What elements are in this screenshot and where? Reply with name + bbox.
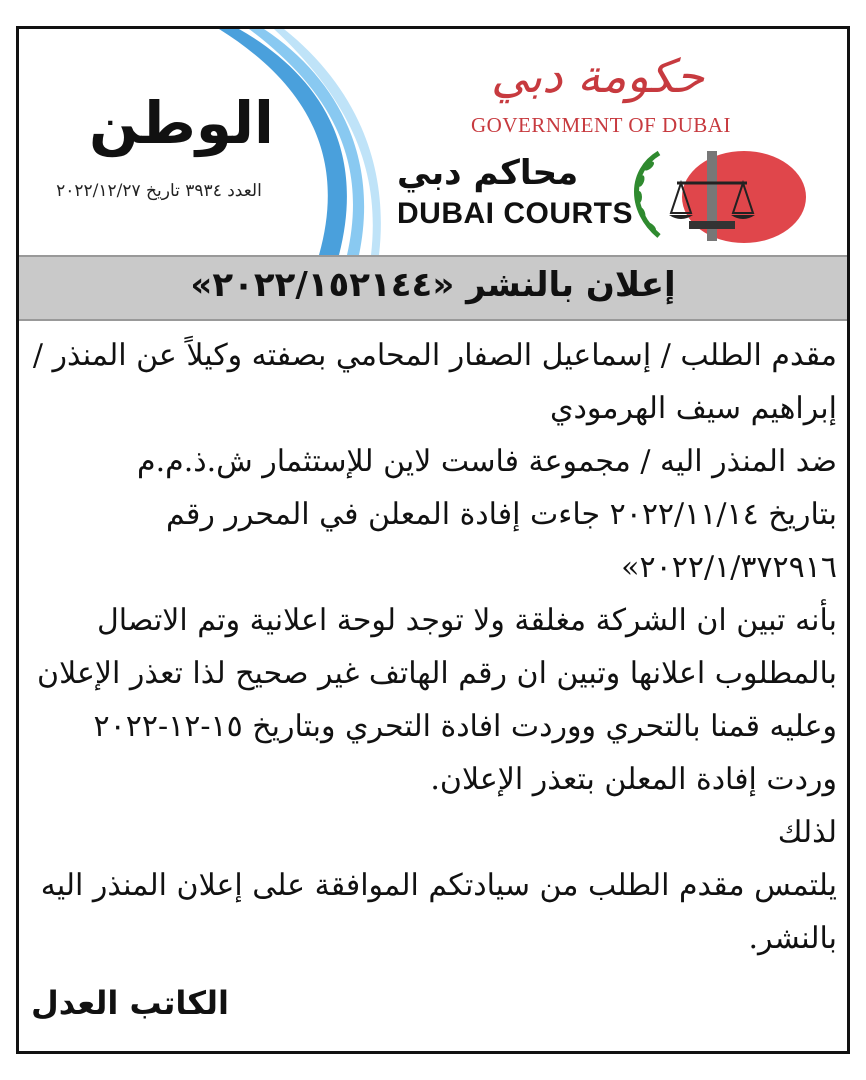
paragraph-applicant: مقدم الطلب / إسماعيل الصفار المحامي بصفته وكيلاً عن المنذر / إبراهيم سيف الهرمودي	[32, 338, 837, 426]
signature: الكاتب العدل	[31, 984, 229, 1022]
header	[19, 29, 847, 255]
paragraph-date: بتاريخ ٢٠٢٢/١١/١٤ جاءت إفادة المعلن في المحرر رقم ٢٠٢٢/١/٣٧٢٩١٦»	[166, 497, 837, 585]
newspaper-issue: العدد ٣٩٣٤ تاريخ ٢٠٢٢/١٢/٢٧	[56, 181, 262, 201]
notice-frame	[16, 26, 850, 1054]
notice-title-bar	[19, 255, 847, 321]
notice-body	[27, 329, 837, 965]
paragraph-therefore: لذلك	[777, 815, 837, 850]
paragraph-request: يلتمس مقدم الطلب من سيادتكم الموافقة على إعلان المنذر اليه بالنشر.	[40, 868, 837, 956]
newspaper-logo: الوطن	[89, 89, 274, 157]
dubai-courts-emblem-icon	[619, 141, 809, 251]
notice-title: إعلان بالنشر «٢٠٢٢/١٥٢١٤٤»	[190, 265, 676, 305]
courts-name-arabic: محاكم دبي	[397, 153, 579, 193]
paragraph-findings: بأنه تبين ان الشركة مغلقة ولا توجد لوحة اعلانية وتم الاتصال بالمطلوب اعلانها وتبين ان رقم الهاتف غير صحيح لذا تعذر الإعلان وعليه قمنا بالتحري ووردت افادة التحري وبتاريخ ١٥-١٢-٢٠٢٢ وردت إفادة المعلن بتعذر الإعلان.	[37, 603, 837, 797]
paragraph-respondent: ضد المنذر اليه / مجموعة فاست لاين للإستثمار ش.ذ.م.م	[137, 444, 837, 479]
government-name-english: GOVERNMENT OF DUBAI	[471, 113, 731, 137]
government-name-arabic: حكومة دبي	[491, 49, 705, 103]
courts-name-english: DUBAI COURTS	[397, 197, 633, 230]
